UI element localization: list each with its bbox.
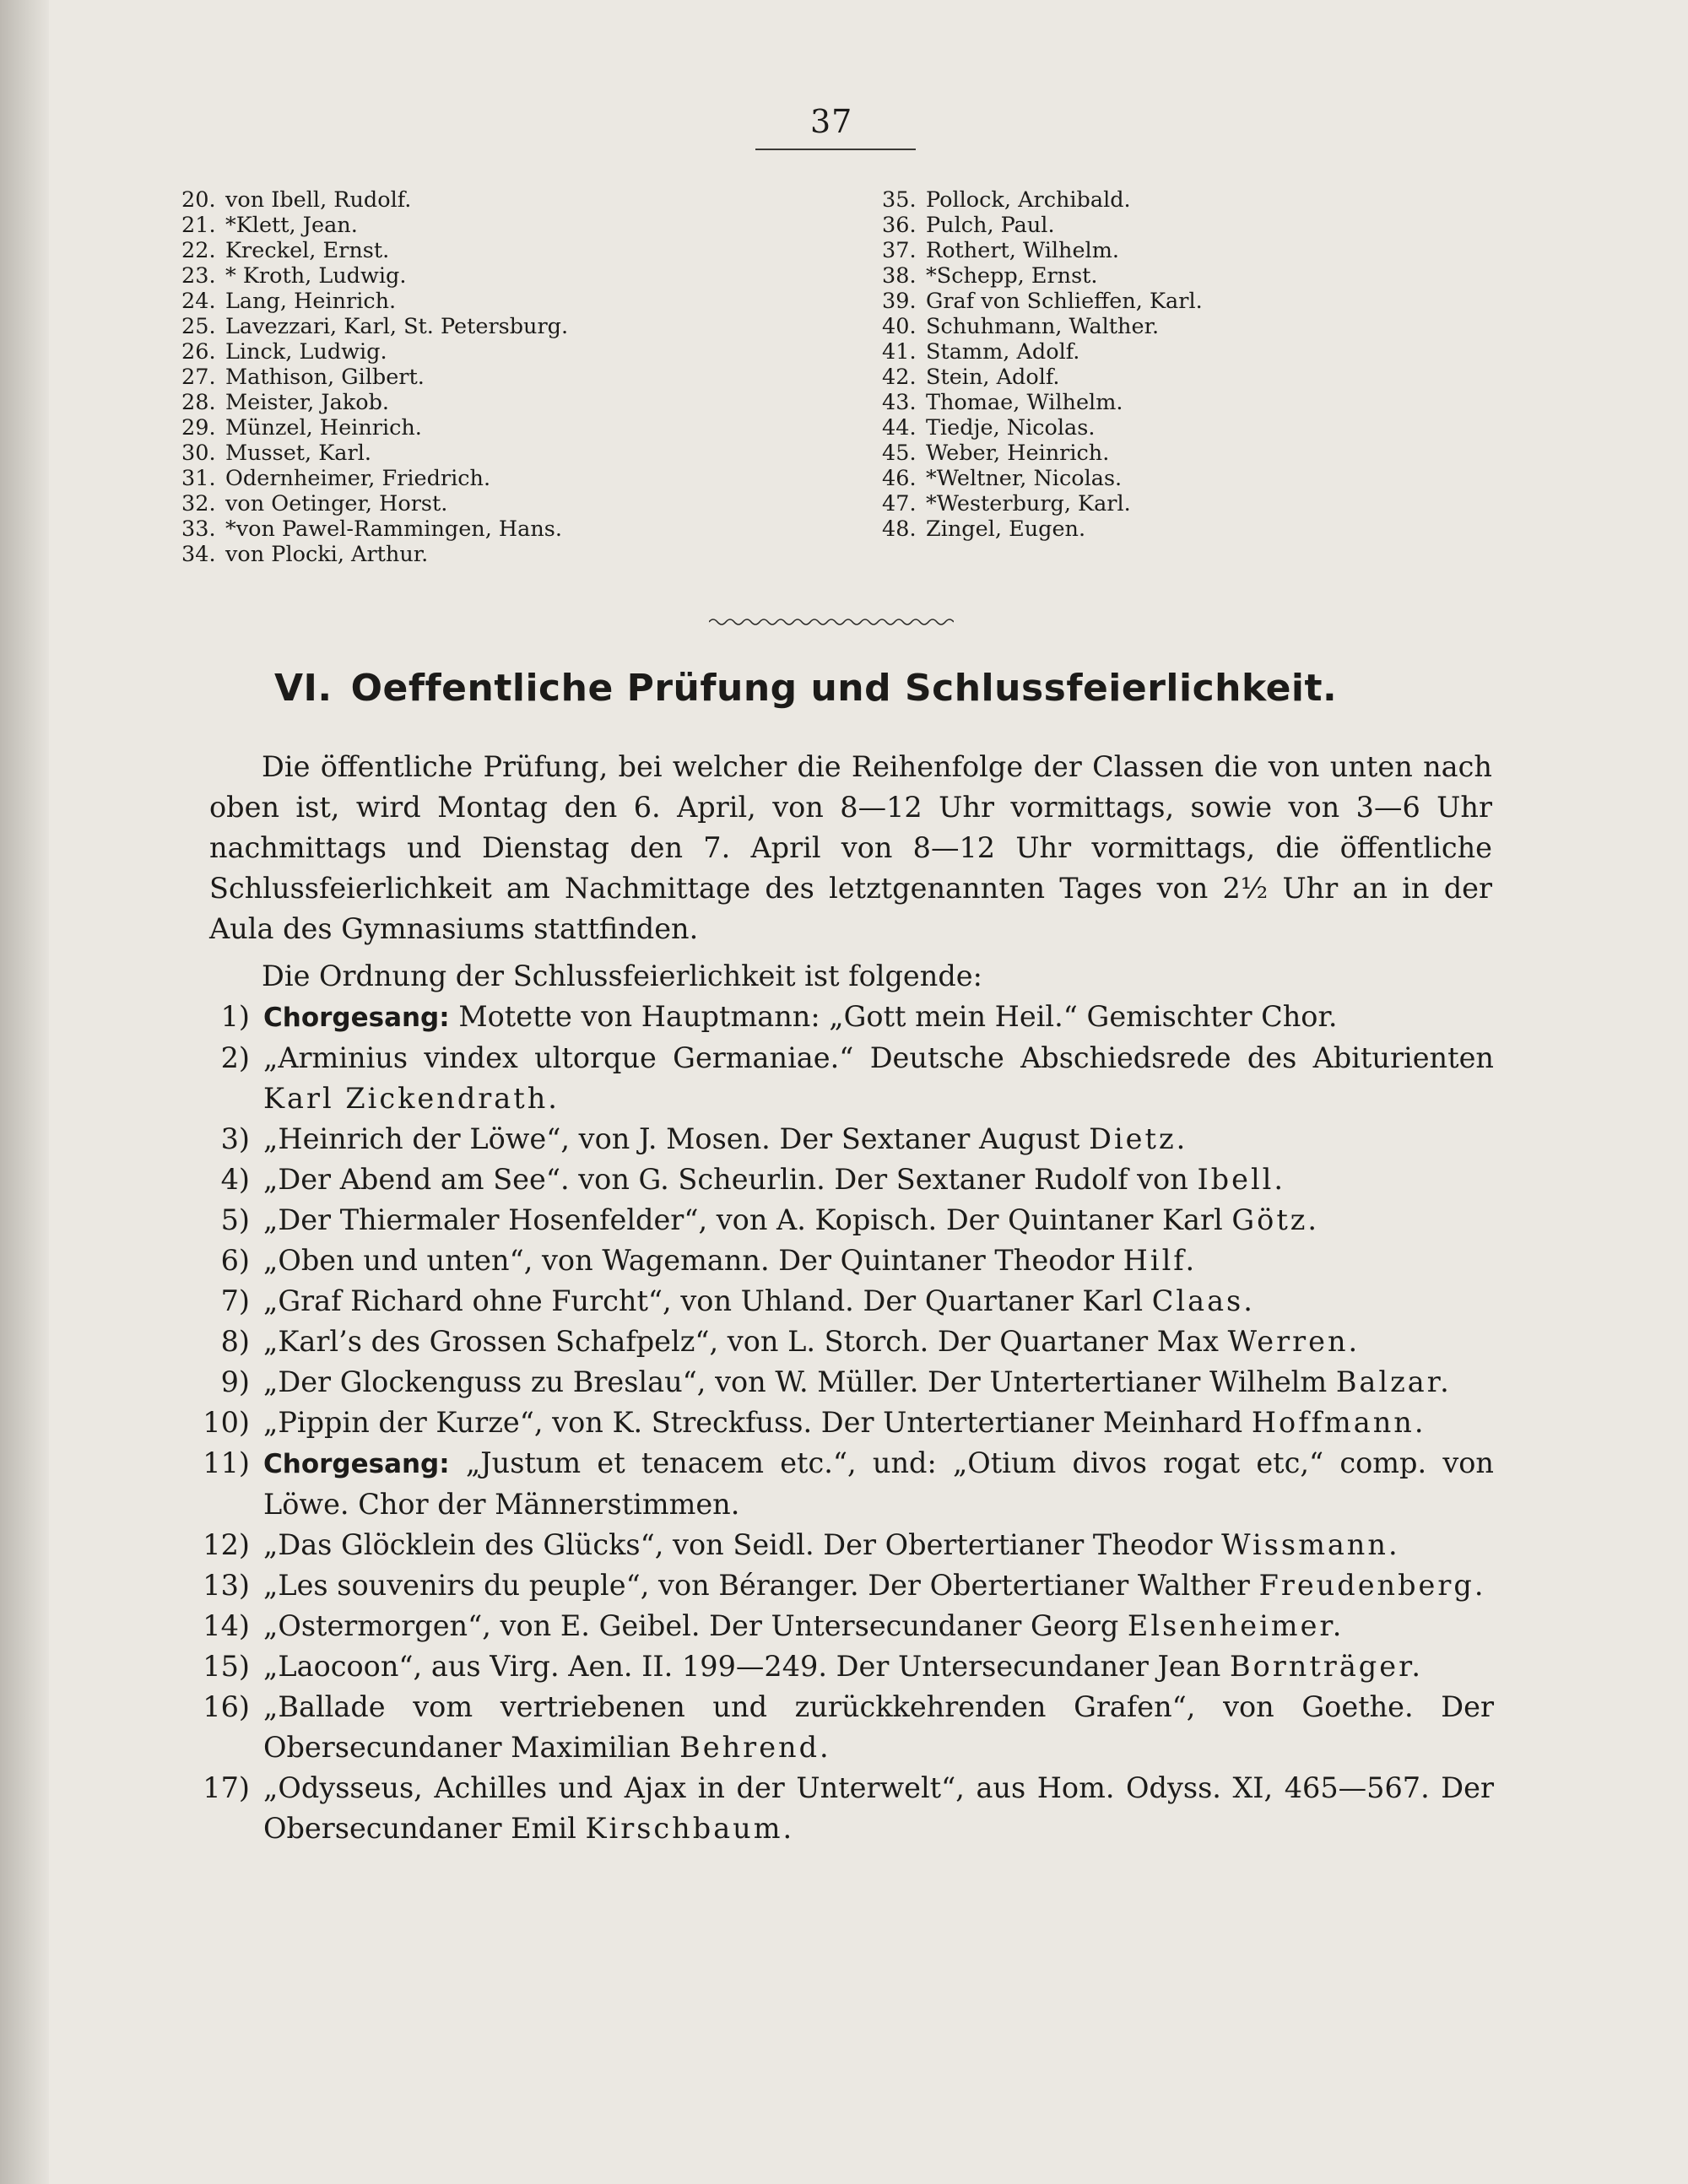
performer-name: Werren. xyxy=(1227,1325,1361,1358)
program-item-text xyxy=(263,1768,1494,1849)
performer-name: Bornträger. xyxy=(1229,1650,1424,1683)
program-item-text xyxy=(263,997,1494,1038)
student-name: Meister, Jakob. xyxy=(225,390,390,415)
program-item-description: „Der Glockenguss zu Breslau“, von W. Müller. Der Untertertianer Wilhelm xyxy=(263,1365,1328,1398)
program-list xyxy=(169,997,1494,1849)
program-item xyxy=(169,1038,1494,1119)
program-item-description: „Der Thiermaler Hosenfelder“, von A. Kopisch. Der Quintaner Karl xyxy=(263,1203,1223,1236)
program-item-text xyxy=(263,1119,1494,1160)
program-item xyxy=(169,1443,1494,1525)
program-item-description: „Pippin der Kurze“, von K. Streckfuss. Der Untertertianer Meinhard xyxy=(263,1406,1243,1439)
program-item xyxy=(169,1160,1494,1200)
student-list-left xyxy=(181,187,823,567)
program-item-description: „Ballade vom vertriebenen und zurückkehrenden Grafen“, von Goethe. Der Obersecundaner Maximilian xyxy=(263,1690,1494,1764)
program-item-description: „Oben und unten“, von Wagemann. Der Quintaner Theodor xyxy=(263,1244,1114,1277)
student-entry xyxy=(181,491,823,516)
program-item-text xyxy=(263,1443,1494,1525)
performer-name: Götz. xyxy=(1231,1203,1320,1236)
program-item xyxy=(169,1241,1494,1281)
program-item-text xyxy=(263,1646,1494,1687)
student-entry xyxy=(181,263,823,289)
student-name: Odernheimer, Friedrich. xyxy=(225,466,491,491)
section-number: VI. xyxy=(274,667,333,710)
student-name: von Plocki, Arthur. xyxy=(225,542,429,567)
student-entry xyxy=(882,441,1523,466)
student-entry xyxy=(882,415,1523,441)
program-item-number: 9) xyxy=(220,1365,250,1398)
order-intro: Die Ordnung der Schlussfeierlichkeit ist folgende: xyxy=(262,960,982,992)
student-entry xyxy=(882,365,1523,390)
student-number: 29. xyxy=(181,415,216,441)
student-number: 32. xyxy=(181,491,216,516)
student-number: 35. xyxy=(882,187,917,213)
student-number: 37. xyxy=(882,238,917,263)
chorgesang-label: Chorgesang: xyxy=(263,1003,450,1033)
page-number-rule xyxy=(755,149,916,150)
student-entry xyxy=(181,365,823,390)
student-number: 20. xyxy=(181,187,216,213)
performer-name: Freudenberg. xyxy=(1258,1569,1486,1602)
student-entry xyxy=(882,339,1523,365)
student-entry xyxy=(882,289,1523,314)
student-entry xyxy=(882,314,1523,339)
student-number: 22. xyxy=(181,238,216,263)
student-name: * Kroth, Ludwig. xyxy=(225,263,407,289)
program-item-description: „Karl’s des Grossen Schafpelz“, von L. Storch. Der Quartaner Max xyxy=(263,1325,1219,1358)
student-number: 46. xyxy=(882,466,917,491)
student-name: Mathison, Gilbert. xyxy=(225,365,425,390)
student-entry xyxy=(882,491,1523,516)
performer-name: Behrend. xyxy=(679,1731,831,1764)
student-number: 36. xyxy=(882,213,917,238)
student-number: 44. xyxy=(882,415,917,441)
performer-name: Claas. xyxy=(1151,1284,1255,1317)
student-entry xyxy=(181,415,823,441)
program-item-text xyxy=(263,1160,1494,1200)
program-item xyxy=(169,997,1494,1038)
student-number: 28. xyxy=(181,390,216,415)
program-item-number: 10) xyxy=(203,1406,250,1439)
student-number: 26. xyxy=(181,339,216,365)
program-item-description: „Laocoon“, aus Virg. Aen. II. 199—249. Der Untersecundaner Jean xyxy=(263,1650,1221,1683)
program-item xyxy=(169,1322,1494,1362)
student-number: 21. xyxy=(181,213,216,238)
student-entry xyxy=(882,390,1523,415)
program-item-description: „Arminius vindex ultorque Germaniae.“ Deutsche Abschiedsrede des Abiturienten xyxy=(263,1041,1494,1074)
program-item-number: 2) xyxy=(220,1041,250,1074)
program-item-number: 14) xyxy=(203,1609,250,1642)
program-item xyxy=(169,1119,1494,1160)
student-name: Stein, Adolf. xyxy=(926,365,1060,390)
program-item-description: „Der Abend am See“. von G. Scheurlin. Der Sextaner Rudolf von xyxy=(263,1163,1188,1196)
student-number: 23. xyxy=(181,263,216,289)
student-number: 34. xyxy=(181,542,216,567)
student-number: 30. xyxy=(181,441,216,466)
section-heading xyxy=(274,667,1337,710)
student-number: 42. xyxy=(882,365,917,390)
program-item-text xyxy=(263,1362,1494,1403)
student-entry xyxy=(181,314,823,339)
program-item-number: 17) xyxy=(203,1771,250,1804)
program-item-text xyxy=(263,1281,1494,1322)
program-item xyxy=(169,1281,1494,1322)
student-name: *Klett, Jean. xyxy=(225,213,358,238)
student-name: *Westerburg, Karl. xyxy=(926,491,1131,516)
student-name: Pollock, Archibald. xyxy=(926,187,1131,213)
student-entry xyxy=(181,542,823,567)
student-entry xyxy=(181,213,823,238)
program-item-text xyxy=(263,1606,1494,1646)
student-name: Linck, Ludwig. xyxy=(225,339,387,365)
student-entry xyxy=(882,263,1523,289)
program-item-text xyxy=(263,1200,1494,1241)
program-item xyxy=(169,1687,1494,1768)
student-number: 31. xyxy=(181,466,216,491)
student-name: von Oetinger, Horst. xyxy=(225,491,448,516)
performer-name: Elsenheimer. xyxy=(1127,1609,1344,1642)
student-number: 33. xyxy=(181,516,216,542)
program-item-description: „Heinrich der Löwe“, von J. Mosen. Der Sextaner August xyxy=(263,1122,1080,1155)
program-item-number: 12) xyxy=(203,1528,250,1561)
student-name: von Ibell, Rudolf. xyxy=(225,187,412,213)
section-title: Oeffentliche Prüfung und Schlussfeierlichkeit. xyxy=(350,667,1338,710)
student-name: Pulch, Paul. xyxy=(926,213,1055,238)
program-item-text xyxy=(263,1687,1494,1768)
performer-name: Ibell. xyxy=(1197,1163,1286,1196)
student-number: 48. xyxy=(882,516,917,542)
student-name: Graf von Schlieffen, Karl. xyxy=(926,289,1203,314)
program-item-number: 11) xyxy=(203,1446,250,1479)
program-item-number: 1) xyxy=(220,1000,250,1033)
student-entry xyxy=(181,441,823,466)
student-entry xyxy=(882,213,1523,238)
program-item-number: 8) xyxy=(220,1325,250,1358)
program-item-text xyxy=(263,1403,1494,1443)
student-name: Weber, Heinrich. xyxy=(926,441,1110,466)
student-entry xyxy=(181,339,823,365)
program-item xyxy=(169,1200,1494,1241)
student-name: Zingel, Eugen. xyxy=(926,516,1086,542)
student-entry xyxy=(882,516,1523,542)
student-number: 38. xyxy=(882,263,917,289)
program-item-description: „Odysseus, Achilles und Ajax in der Unterwelt“, aus Hom. Odyss. XI, 465—567. Der Obersecundaner Emil xyxy=(263,1771,1494,1845)
program-item-number: 16) xyxy=(203,1690,250,1723)
student-entry xyxy=(181,466,823,491)
page-binding-shadow xyxy=(0,0,49,2184)
student-name: Tiedje, Nicolas. xyxy=(926,415,1096,441)
student-name: *von Pawel-Rammingen, Hans. xyxy=(225,516,562,542)
program-item-number: 7) xyxy=(220,1284,250,1317)
student-name: Münzel, Heinrich. xyxy=(225,415,422,441)
student-number: 39. xyxy=(882,289,917,314)
student-entry xyxy=(181,516,823,542)
student-entry xyxy=(882,187,1523,213)
performer-name: Hoffmann. xyxy=(1251,1406,1426,1439)
student-name: Musset, Karl. xyxy=(225,441,371,466)
program-item-description: „Les souvenirs du peuple“, von Béranger. Der Obertertianer Walther xyxy=(263,1569,1250,1602)
student-number: 41. xyxy=(882,339,917,365)
program-item xyxy=(169,1646,1494,1687)
program-item xyxy=(169,1362,1494,1403)
program-item-number: 13) xyxy=(203,1569,250,1602)
program-item-description: „Das Glöcklein des Glücks“, von Seidl. Der Obertertianer Theodor xyxy=(263,1528,1213,1561)
student-name: *Schepp, Ernst. xyxy=(926,263,1098,289)
program-item-description: „Justum et tenacem etc.“, und: „Otium divos rogat etc,“ comp. von Löwe. Chor der Männerstimmen. xyxy=(263,1446,1494,1521)
student-name: Kreckel, Ernst. xyxy=(225,238,390,263)
program-item-number: 3) xyxy=(220,1122,250,1155)
student-entry xyxy=(181,289,823,314)
performer-name: Dietz. xyxy=(1089,1122,1188,1155)
student-number: 43. xyxy=(882,390,917,415)
program-item-description: „Ostermorgen“, von E. Geibel. Der Untersecundaner Georg xyxy=(263,1609,1119,1642)
program-item-text xyxy=(263,1322,1494,1362)
student-number: 47. xyxy=(882,491,917,516)
program-item-description: „Graf Richard ohne Furcht“, von Uhland. Der Quartaner Karl xyxy=(263,1284,1144,1317)
student-name: Schuhmann, Walther. xyxy=(926,314,1160,339)
student-name: Lavezzari, Karl, St. Petersburg. xyxy=(225,314,569,339)
program-item xyxy=(169,1525,1494,1565)
program-item-number: 15) xyxy=(203,1650,250,1683)
performer-name: Balzar. xyxy=(1335,1365,1452,1398)
student-name: Lang, Heinrich. xyxy=(225,289,397,314)
student-entry xyxy=(181,390,823,415)
performer-name: Hilf. xyxy=(1123,1244,1198,1277)
intro-paragraph: Die öffentliche Prüfung, bei welcher die Reihenfolge der Classen die von unten nach oben ist, wird Montag den 6. April, von 8—12 Uhr vormittags, sowie von 3—6 Uhr nachmittags und Dienstag den 7. April von 8—12 Uhr vormittags, die öffentliche Schlussfeierlichkeit am Nachmittage des letztgenannten Tages von 2½ Uhr an in der Aula des Gymnasiums stattfinden. xyxy=(209,750,1492,945)
student-entry xyxy=(181,238,823,263)
student-number: 45. xyxy=(882,441,917,466)
student-number: 27. xyxy=(181,365,216,390)
performer-name: Kirschbaum. xyxy=(585,1812,795,1845)
program-item-number: 5) xyxy=(220,1203,250,1236)
program-item-text xyxy=(263,1038,1494,1119)
chorgesang-label: Chorgesang: xyxy=(263,1449,450,1479)
program-item xyxy=(169,1768,1494,1849)
student-name: Thomae, Wilhelm. xyxy=(926,390,1123,415)
student-name: Rothert, Wilhelm. xyxy=(926,238,1119,263)
program-item-text xyxy=(263,1525,1494,1565)
program-item-number: 6) xyxy=(220,1244,250,1277)
student-entry xyxy=(882,466,1523,491)
program-item xyxy=(169,1606,1494,1646)
student-entry xyxy=(181,187,823,213)
program-item xyxy=(169,1403,1494,1443)
student-number: 25. xyxy=(181,314,216,339)
student-name: *Weltner, Nicolas. xyxy=(926,466,1123,491)
program-item-text xyxy=(263,1565,1494,1606)
student-list-right xyxy=(882,187,1523,542)
student-entry xyxy=(882,238,1523,263)
performer-name: Wissmann. xyxy=(1221,1528,1400,1561)
student-name: Stamm, Adolf. xyxy=(926,339,1080,365)
student-number: 24. xyxy=(181,289,216,314)
program-item xyxy=(169,1565,1494,1606)
student-number: 40. xyxy=(882,314,917,339)
performer-name: Karl Zickendrath. xyxy=(263,1082,560,1115)
wavy-divider xyxy=(709,616,954,628)
program-item-number: 4) xyxy=(220,1163,250,1196)
program-item-text xyxy=(263,1241,1494,1281)
program-item-description: Motette von Hauptmann: „Gott mein Heil.“ Gemischter Chor. xyxy=(458,1000,1338,1033)
page-number: 37 xyxy=(810,103,853,140)
